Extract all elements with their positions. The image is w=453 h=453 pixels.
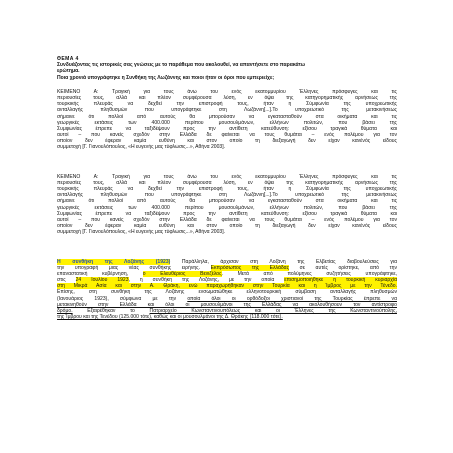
question-line: Ποια χρονιά υπογράφτηκε η Συνθήκη της Λωζάννης και ποιοι ήταν οι όροι που εμπεριείχε; bbox=[57, 74, 275, 81]
text-a-line-1: ΚΕΙΜΕΝΟ Α: Τραγική για τους άνω του ενός εκατομμυρίου Έλληνες πρόσφυγες και τις bbox=[57, 88, 397, 95]
source-text-a bbox=[57, 89, 397, 151]
underlined-text: της Ίμβρου και της Τενέδου (125.000 τότε), καθώς και οι μουσουλμάνοι της Δ. Θράκης (118.000 τότε). bbox=[57, 314, 283, 321]
underlined-text: Πατριαρχείο Κωνσταντινουπόλεως και οι Έλληνες της Κωνσταντινούπολης, bbox=[149, 308, 397, 314]
answer-text: , η συνθήκη της Λοζάνης, με την οποία bbox=[128, 277, 285, 284]
text-b-line-7: Συμφωνίας έπρεπε να ταξιδέψουν προς την αντίθετη κατεύθυνση: εξίσου τραγικά θύματα και bbox=[57, 210, 397, 217]
text-a-line-3: τουρκικής πλευράς να δεχθεί την επιστροφή τους, ήταν η Σύμφωνία της υποχρεωτικής bbox=[57, 101, 397, 108]
answer-text: σε αυτές ορίστηκε, από την bbox=[289, 264, 397, 271]
spacer bbox=[57, 236, 397, 259]
sovereignty-highlight: επισημοποιήθηκε η τουρκική κυριαρχία bbox=[284, 277, 397, 284]
answer-text: Εξαιρέθηκαν το bbox=[72, 308, 150, 314]
text-a-line-8: αυτοί – που κανείς σχεδόν στην Ελλάδα δε φαίνεται να τους θυμάται – ενός πολέμου για τον bbox=[57, 132, 397, 139]
source-text-b bbox=[57, 174, 397, 236]
text-a-line-7: Συμφωνίας έπρεπε να ταξιδέψουν προς την αντίθετη κατεύθυνση: εξίσου τραγικά θύματα και bbox=[57, 125, 397, 132]
text-b-line-3: τουρκικής πλευράς να δεχθεί την επιστροφή τους, ήταν η Σύμφωνία της υποχρεωτικής bbox=[57, 186, 397, 192]
text-b-line-10: συμμετοχή [Γ. Γιανουλόπουλος, «Η ευγενής μας τύφλωσις...», Αθήνα 2003]. bbox=[57, 229, 226, 236]
answer-text: Παράλληλα, άρχισαν στη Λοζάνη της Ελβετίας διαβουλεύσεις για bbox=[170, 258, 397, 265]
question-heading: ΘΕΜΑ 4 bbox=[57, 56, 79, 62]
instruction-line-2: ερώτημα. bbox=[57, 68, 80, 75]
text-a-line-6: γεωργικές εκτάσεις των 400.000 περίπου μουσουλμάνων, ελλήνων πολιτών, που βάσει της bbox=[57, 119, 397, 126]
text-a-line-9: οποίον δεν έφεραν καμία ευθύνη και στον οποίο τη διεξαγωγή δεν είχαν κανένός είδους bbox=[57, 138, 397, 145]
text-a-line-4: ανταλλαγής πληθυσμών που υπογράφτηκε στη Λωζάννη[...].Το υποχρεωτικό της μετακινήσεως bbox=[57, 107, 397, 114]
underlined-text: οποία όλοι οι ορθόδοξοι χριστιανοί της Τουρκίας έπρεπε να bbox=[187, 295, 397, 302]
underlined-text: δρόμο. bbox=[57, 308, 73, 314]
text-b-line-5: σήμαινε ότι πολλοί από αυτούς θα μπορούσαν να εγκατασταθούν στα οικήματα και τις bbox=[57, 198, 397, 205]
text-b-line-1: ΚΕΙΜΕΝΟ Α: Τραγική για τους άνω του ενός εκατομμυρίου Έλληνες πρόσφυγες και τις bbox=[57, 173, 397, 180]
territory-highlight: στη Μικρά Ασία και στην Α. Θράκη, ενώ παραχωρήθηκαν στην Τουρκία και η Ίμβρος με την Τένεδο. bbox=[57, 283, 397, 290]
treaty-title-highlight: Η συνθήκη της Λοζάνης (1923) bbox=[57, 258, 171, 265]
spacer bbox=[57, 151, 397, 174]
answer-text: (Ιανουάριος 1923), σύμφωνα με την bbox=[57, 295, 188, 302]
answer-paragraph bbox=[57, 259, 397, 321]
underlined-text: μετακινηθούν στην Ελλάδα και όλοι οι μουσουλμάνοι της Ελλάδας να ακολουθήσουν τον αντίστροφο bbox=[57, 301, 397, 308]
answer-line-10 bbox=[57, 314, 397, 320]
text-b-line-6: γεωργικές εκτάσεις των 400.000 περίπου μουσουλμάνων, ελλήνων πολιτών, που βάσει της bbox=[57, 204, 397, 211]
text-a-line-5: σήμαινε ότι πολλοί από αυτούς θα μπορούσαν να εγκατασταθούν στα οικήματα και τις bbox=[57, 113, 397, 120]
text-b-line-2: περιουσίες τους, αλλά και πλέον συμφέρουσα λύση, εν όψει της κατηγορηματικής αρνήσεως της bbox=[57, 179, 397, 186]
text-b-line-4: ανταλλαγής πληθυσμών που υπογράφτηκε στη Λωζάννη[...].Το υποχρεωτικό της μετακινήσεως bbox=[57, 192, 397, 199]
text-b-line-9: οποίον δεν έφεραν καμία ευθύνη και στον οποίο τη διεξαγωγή δεν είχαν κανένός είδους bbox=[57, 223, 397, 230]
date-highlight: 24 Ιουλίου 1923 bbox=[75, 277, 129, 284]
text-a-line-2: περιουσίες τους, αλλά και πλέον συμφέρουσα λύση, εν όψει της κατηγορηματικής αρνήσεως της bbox=[57, 94, 397, 101]
spacer bbox=[57, 81, 397, 89]
answer-text: . Μετά από πολύμηνες συζητήσεις υπογράφτηκε, bbox=[221, 270, 397, 277]
answer-line-6: Επίσης, στη συνθήκη της Λοζάνης ενσωματώθηκε ελληνοτουρκική σύμβαση ανταλλαγής πληθυσμών bbox=[57, 289, 397, 296]
text-b-line-8: αυτοί – που κανείς σχεδόν στην Ελλάδα δε φαίνεται να τους θυμάται – ενός πολέμου για τον bbox=[57, 216, 397, 223]
answer-text: επαναστατική κυβέρνηση, bbox=[57, 270, 143, 277]
venizelos-highlight: ο Ελευθέριος Βενιζέλος bbox=[142, 270, 222, 277]
text-a-line-10: συμμετοχή [Γ. Γιανουλόπουλος, «Η ευγενής μας τύφλωσις...», Αθήνα 2003]. bbox=[57, 144, 226, 151]
document-page bbox=[57, 56, 397, 320]
answer-text: την υπογραφή μιας νέας συνθήκης ειρήνης. bbox=[57, 264, 211, 271]
instruction-line-1: Συνδυάζοντας τις ιστορικές σας γνώσεις με το παράθεμα που ακολουθεί, να απαντήσετε στο παρακάτω bbox=[57, 62, 305, 69]
representative-highlight: Εκπρόσωπος της Ελλάδας bbox=[210, 264, 290, 271]
answer-text: στις bbox=[57, 277, 76, 284]
